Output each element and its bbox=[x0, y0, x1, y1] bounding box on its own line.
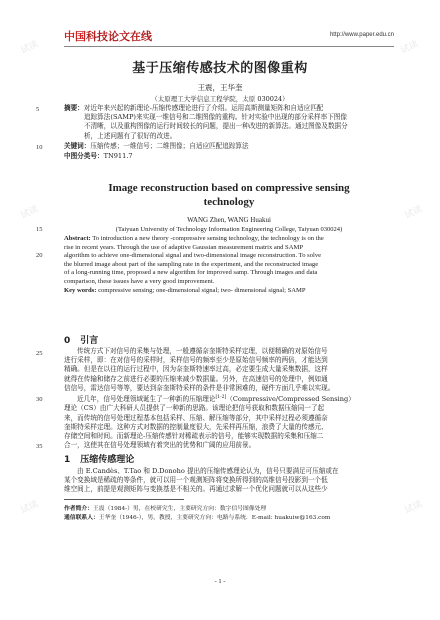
title-en-line: Image reconstruction based on compressive sensing bbox=[108, 182, 350, 194]
body-line: 进行采样，即：在对信号的采样时，采样信号的频率至少是原始信号频率的两倍，才能达到 bbox=[64, 356, 328, 365]
journal-url-link[interactable]: http://www.paper.edu.cn bbox=[329, 32, 394, 38]
body-line: 奎斯特采样定理。这种方式对数据的控制量度很大，先采样再压缩，浪费了大量的传感元、 bbox=[64, 422, 328, 431]
watermark: 试读 bbox=[19, 499, 40, 517]
body-line: 精确。但是在以往的运行过程中，因为奈奎斯特速率过高，必定要生成大量采集数据，这样 bbox=[64, 365, 328, 374]
footnote-divider bbox=[64, 499, 184, 500]
clc-code bbox=[64, 152, 394, 161]
footnote-contact-label: 通信联系人： bbox=[64, 515, 99, 521]
title-en-line: technology bbox=[203, 196, 255, 208]
watermark: 试读 bbox=[19, 39, 40, 57]
affiliation-en: (Taiyuan University of Technology Information Engineering College, Taiyuan 030024) bbox=[115, 226, 343, 233]
line-number: 15 bbox=[36, 226, 43, 233]
keywords-label-cn: 关键词： bbox=[64, 142, 91, 150]
line-number: 10 bbox=[36, 144, 43, 151]
abstract-line: 追踪算法(SAMP)来实现一维信号和二维图像的重构。针对实验中出现的部分采样率下图像 bbox=[84, 113, 347, 122]
header-divider bbox=[64, 46, 394, 47]
line-number: 5 bbox=[36, 106, 40, 113]
abstract-en-line: rise in recent years. Through the use of adaptive Gaussian measurement matrix and SAMP bbox=[64, 243, 304, 251]
body-line: 就得在传输和储存之前进行必要的压缩来减少数据量。另外，在高速信号的处理中，例如通 bbox=[64, 374, 328, 383]
abstract-cn bbox=[64, 104, 394, 141]
body-line: 来，而传统的信号处理过程基本包括采样、压缩、解压缩等部分，其中采样过程必须遵循奈 bbox=[64, 413, 328, 422]
citation-ref[interactable]: [1-2] bbox=[215, 395, 227, 400]
keywords-label-en: Key words: bbox=[64, 286, 97, 294]
body-paragraph-1 bbox=[64, 347, 394, 393]
keywords-text-en: compressive sensing; one-dimensional signal; two- dimensional signal; SAMP bbox=[98, 286, 306, 294]
body-line: 存储空间和时间。而新理论-压缩传感针对稀疏表示的信号，能够实现数据的采集和压缩二 bbox=[64, 432, 324, 440]
keywords-text-cn: 压缩传感；一维信号；二维图像；自适应匹配追踪算法 bbox=[90, 142, 249, 150]
abstract-en-line: of a long-running time, proposed a new algorithm for improved samp. Through images and data bbox=[64, 269, 318, 277]
body-line: 维空间上，前提是观测矩阵与变换基是不相关的。再通过求解一个优化问题就可以从这些少 bbox=[64, 485, 328, 494]
section-number: 1 bbox=[64, 455, 71, 465]
logo-text-part2: 科技论文在线 bbox=[86, 30, 152, 43]
section-heading-cs-theory bbox=[64, 452, 134, 465]
watermark: 试读 bbox=[403, 204, 424, 222]
abstract-en-line: the blurred image about part of the sampling rate in the experiment, and the reconstructed image bbox=[64, 260, 319, 268]
line-number: 20 bbox=[36, 252, 43, 259]
keywords-cn bbox=[64, 142, 394, 151]
body-paragraph-3 bbox=[64, 467, 394, 495]
footnote-author-text: 王震（1984-）男，在校研究生，主要研究方向：数字信号图像处理 bbox=[93, 506, 267, 512]
page-title-cn: 基于压缩传感技术的图像重构 bbox=[132, 61, 308, 76]
line-number: 35 bbox=[36, 443, 43, 450]
abstract-en-line: algorithm to achieve one-dimensional signal and two-dimensional image reconstruction. To solve bbox=[64, 252, 322, 260]
abstract-en-line: comparison, these issues have a very good improvement. bbox=[64, 277, 215, 285]
abstract-label-en: Abstract: bbox=[64, 235, 91, 242]
logo-text-part1: 中国 bbox=[64, 30, 86, 43]
watermark: 试读 bbox=[19, 204, 40, 222]
watermark: 试读 bbox=[403, 499, 424, 517]
footnote-contact bbox=[64, 512, 330, 521]
footnote-contact-text: 王华奎（1946-），男，教授，主要研究方向：电路与系统．E-mail: huakuiw@163.com bbox=[98, 515, 331, 521]
body-line: 信信号，雷达信号等等，要达到奈奎斯特采样的条件是非常困难的，硬件方面几乎难以实现。 bbox=[64, 383, 335, 392]
authors-cn: 王震，王华奎 bbox=[197, 83, 243, 92]
section-heading-intro bbox=[64, 333, 98, 346]
section-title: 压缩传感理论 bbox=[80, 455, 135, 465]
abstract-label-cn: 摘要： bbox=[64, 104, 84, 112]
body-paragraph-2 bbox=[64, 393, 394, 450]
section-number: 0 bbox=[64, 336, 71, 346]
abstract-line: 不清晰，以及重构图像的运行时间较长的问题，提出一种改进的新算法。通过图像及数据分 bbox=[84, 122, 348, 131]
section-title: 引言 bbox=[80, 336, 99, 346]
abstract-en-line: To introduction a new theory -compressive sensing technology, the technology is on the bbox=[90, 235, 324, 242]
line-number: 30 bbox=[36, 396, 43, 403]
line-number: 25 bbox=[36, 350, 43, 357]
page-title-en bbox=[64, 181, 394, 209]
page-number: - 1 - bbox=[214, 578, 226, 585]
body-text: （Compressive/Compressed Sensing） bbox=[226, 395, 355, 404]
abstract-en bbox=[64, 235, 394, 295]
body-text: 近几年，信号处理领域诞生了一种新的压缩理论 bbox=[77, 395, 216, 404]
watermark: 试读 bbox=[399, 39, 420, 57]
body-line: 传统方式下对信号的采集与处理，一般遵循奈奎斯特采样定理，以便精确的对原始信号 bbox=[77, 347, 328, 355]
abstract-line: 对近年来兴起的新理论-压缩传感理论进行了介绍。运用高斯测量矩阵和自适应匹配 bbox=[83, 104, 324, 112]
footnote-author bbox=[64, 503, 266, 512]
affiliation-cn: （太原理工大学信息工程学院，太原 030024） bbox=[151, 95, 289, 103]
footnote-author-label: 作者简介： bbox=[64, 506, 93, 512]
body-line: 某个变换域是稀疏的等条件，就可以用一个观测矩阵将变换所得到的高维信号投影到一个低 bbox=[64, 476, 328, 485]
authors-en: WANG Zhen, WANG Huakui bbox=[187, 216, 271, 224]
body-line: 合一，这使其在信号处理领域有着突出的优势和广阔的应用前景。 bbox=[64, 441, 256, 450]
body-line: 理论（CS）由广大科研人员提供了一种新的思路。该理论把信号获取和数据压缩同一了起 bbox=[64, 404, 325, 413]
journal-header bbox=[64, 30, 394, 44]
body-line: 由 E.Candès、T.Tao 和 D.Donoho 提出的压缩传感理论认为，信号只要满足可压缩或在 bbox=[77, 467, 339, 475]
clc-value: TN911.7 bbox=[103, 152, 133, 160]
abstract-line: 析，上述问题有了很好的改进。 bbox=[84, 131, 177, 140]
journal-logo bbox=[64, 30, 152, 43]
clc-label: 中图分类号： bbox=[64, 152, 104, 160]
